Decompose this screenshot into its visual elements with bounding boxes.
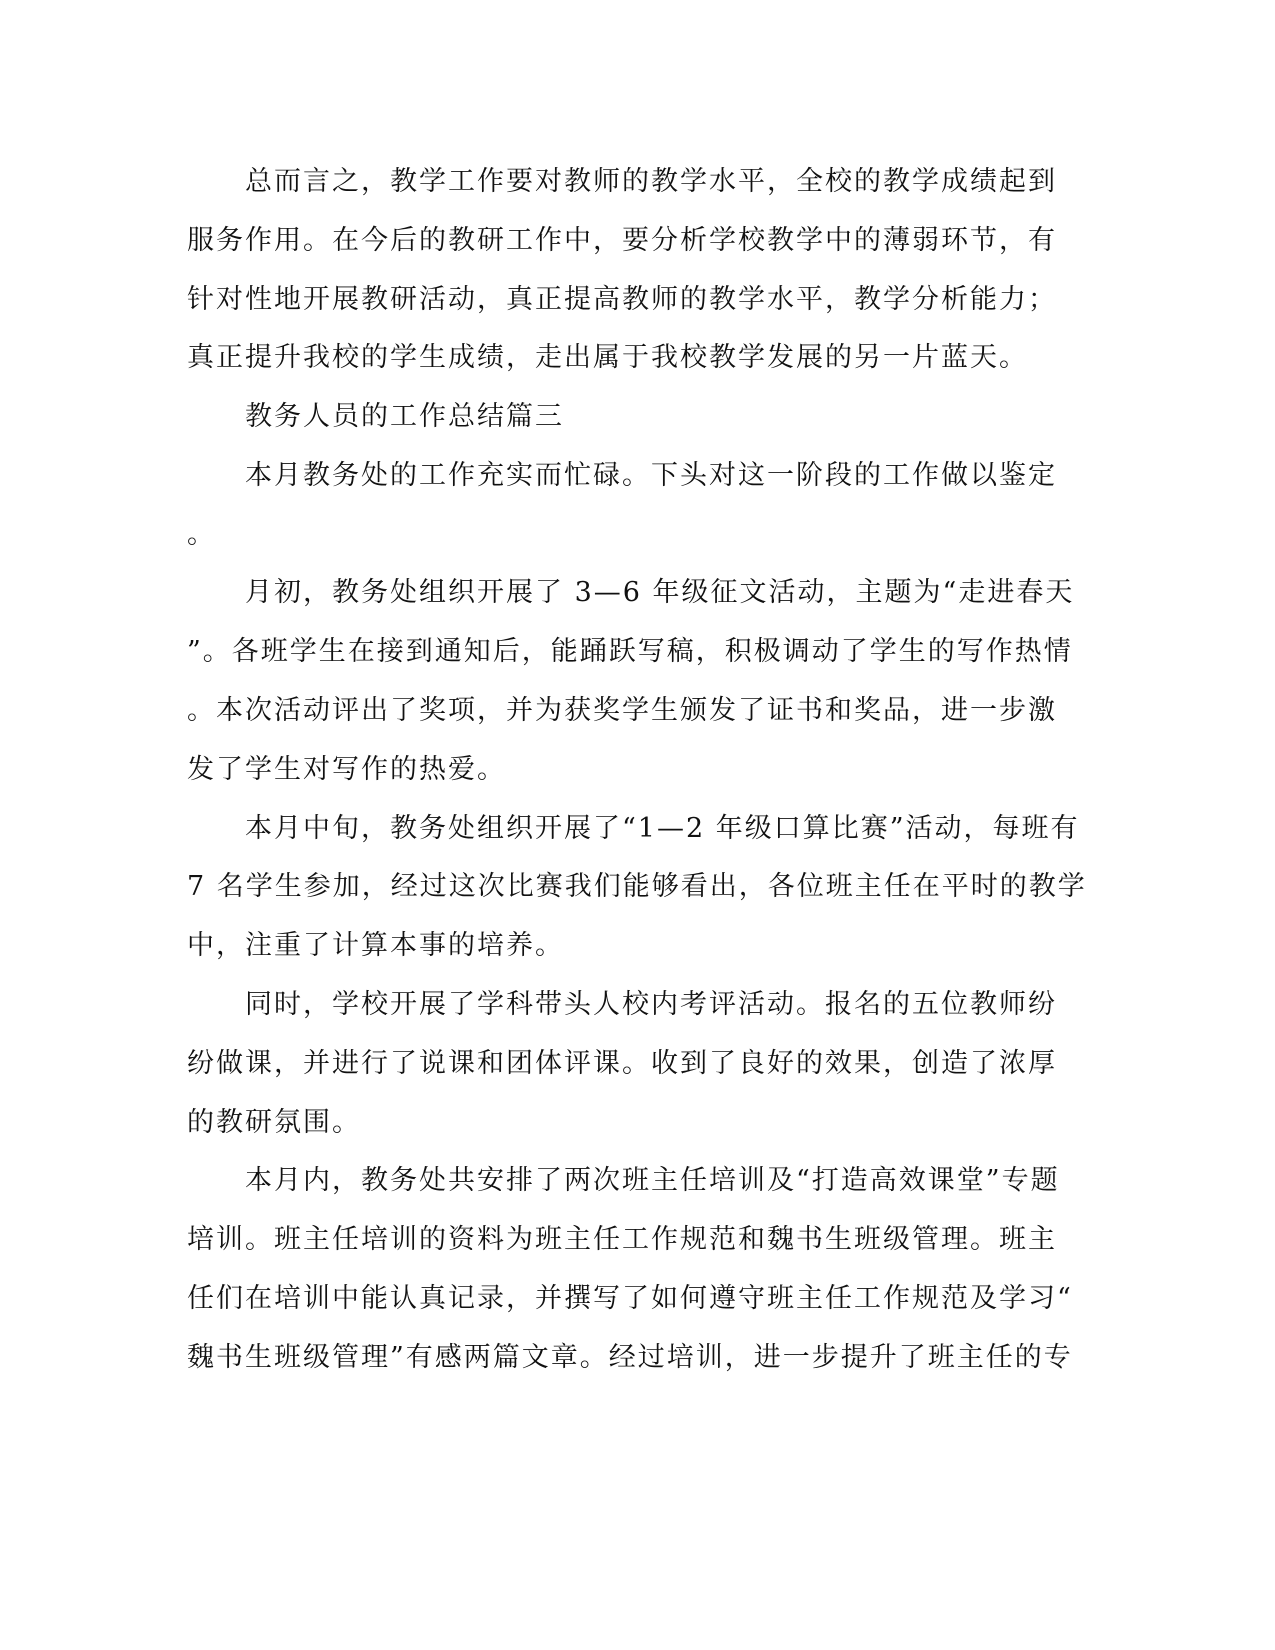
text-line: ”。各班学生在接到通知后，能踊跃写稿，积极调动了学生的写作热情: [187, 636, 1073, 667]
text-line: 发了学生对写作的热爱。: [187, 754, 506, 785]
text-line: 中，注重了计算本事的培养。: [187, 930, 564, 961]
text-line: 本月中旬，教务处组织开展了“1—2 年级口算比赛”活动，每班有: [187, 813, 1080, 844]
text-line: 服务作用。在今后的教研工作中，要分析学校教学中的薄弱环节，有: [187, 225, 1057, 256]
text-line: 针对性地开展教研活动，真正提高教师的教学水平，教学分析能力；: [187, 284, 1057, 315]
text-line: 真正提升我校的学生成绩，走出属于我校教学发展的另一片蓝天。: [187, 342, 1028, 373]
text-line: 7 名学生参加，经过这次比赛我们能够看出，各位班主任在平时的教学: [187, 871, 1087, 902]
section-heading: 教务人员的工作总结篇三: [187, 401, 564, 432]
text-line: 总而言之，教学工作要对教师的教学水平，全校的教学成绩起到: [187, 166, 1057, 197]
text-line: 同时，学校开展了学科带头人校内考评活动。报名的五位教师纷: [187, 989, 1057, 1020]
text-line: 本月内，教务处共安排了两次班主任培训及“打造高效课堂”专题: [187, 1165, 1060, 1196]
text-line: 的教研氛围。: [187, 1107, 361, 1138]
text-line: 。: [187, 519, 216, 550]
text-line: 本月教务处的工作充实而忙碌。下头对这一阶段的工作做以鉴定: [187, 460, 1057, 491]
text-line: 纷做课，并进行了说课和团体评课。收到了良好的效果，创造了浓厚: [187, 1048, 1057, 1079]
text-line: 月初，教务处组织开展了 3—6 年级征文活动，主题为“走进春天: [187, 577, 1075, 608]
text-line: 魏书生班级管理”有感两篇文章。经过培训，进一步提升了班主任的专: [187, 1342, 1073, 1373]
text-line: 。本次活动评出了奖项，并为获奖学生颁发了证书和奖品，进一步激: [187, 695, 1057, 726]
text-line: 培训。班主任培训的资料为班主任工作规范和魏书生班级管理。班主: [187, 1224, 1057, 1255]
text-line: 任们在培训中能认真记录，并撰写了如何遵守班主任工作规范及学习“: [187, 1283, 1073, 1314]
